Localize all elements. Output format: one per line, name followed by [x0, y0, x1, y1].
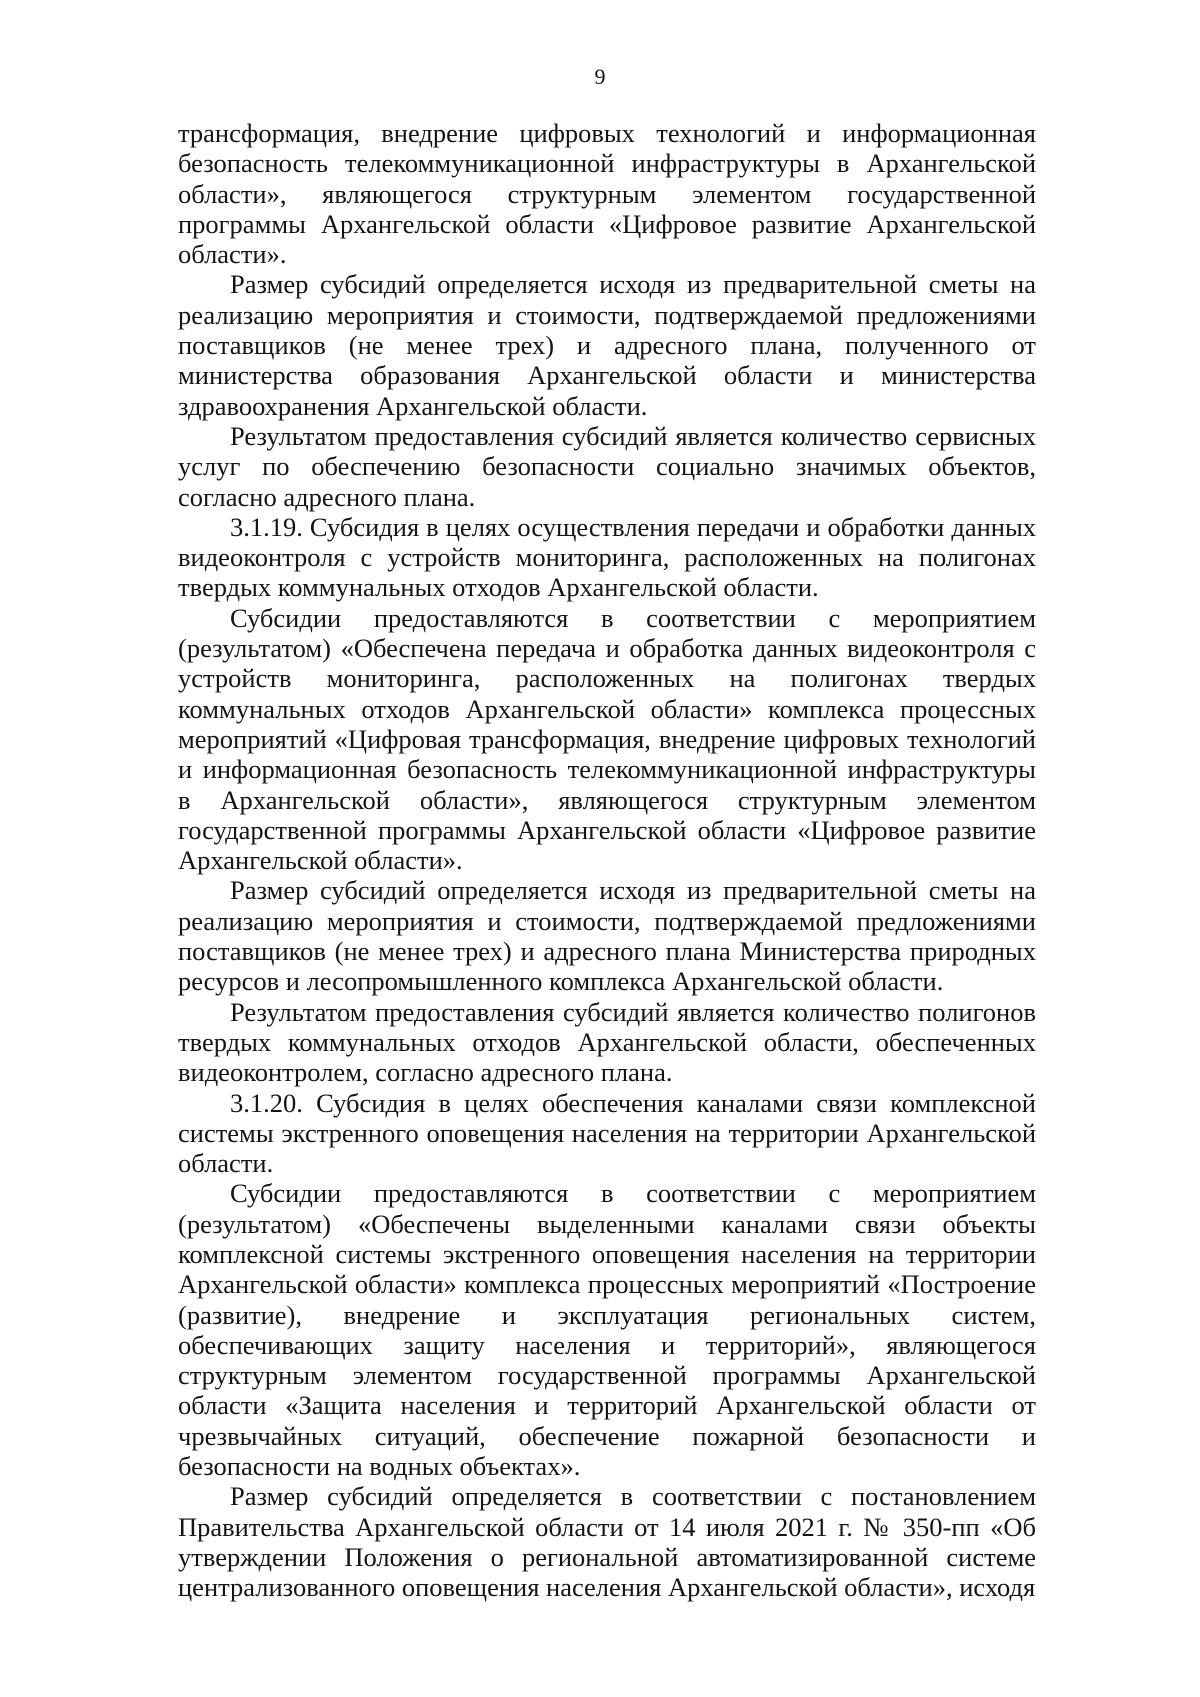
paragraph: Результатом предоставления субсидий является количество полигонов твердых коммунальных отходов Архангельской области, обеспеченных видеоконтролем, согласно адресного плана.: [178, 996, 1036, 1088]
paragraph: Субсидии предоставляются в соответствии с мероприятием (результатом) «Обеспечена передача и обработка данных видеоконтроля с устройств мониторинга, расположенных на полигонах твердых коммунальных отходов Архангельской области» комплекса процессных мероприятий «Цифровая трансформация, внедрение цифровых технологий и информационная безопасность телекоммуникационной инфраструктуры в Архангельской области», являющегося структурным элементом государственной программы Архангельской области «Цифровое развитие Архангельской области».: [178, 602, 1036, 876]
paragraph: Размер субсидий определяется исходя из предварительной сметы на реализацию мероприятия и стоимости, подтверждаемой предложениями поставщиков (не менее трех) и адресного плана, полученного от министерства образования Архангельской области и министерства здравоохранения Архангельской области.: [178, 269, 1036, 421]
paragraph: Субсидии предоставляются в соответствии с мероприятием (результатом) «Обеспечены выделенными каналами связи объекты комплексной системы экстренного оповещения населения на территории Архангельской области» комплекса процессных мероприятий «Построение (развитие), внедрение и эксплуатация региональных систем, обеспечивающих защиту населения и территорий», являющегося структурным элементом государственной программы Архангельской области «Защита населения и территорий Архангельской области от чрезвычайных ситуаций, обеспечение пожарной безопасности и безопасности на водных объектах».: [178, 1178, 1036, 1482]
paragraph: Размер субсидий определяется исходя из предварительной сметы на реализацию мероприятия и стоимости, подтверждаемой предложениями поставщиков (не менее трех) и адресного плана Министерства природных ресурсов и лесопромышленного комплекса Архангельской области.: [178, 875, 1036, 997]
page-number: 9: [594, 64, 606, 89]
paragraph: Результатом предоставления субсидий является количество сервисных услуг по обеспечению безопасности социально значимых объектов, согласно адресного плана.: [178, 420, 1036, 512]
section-heading-3-1-19: 3.1.19. Субсидия в целях осуществления передачи и обработки данных видеоконтроля с устройств мониторинга, расположенных на полигонах твердых коммунальных отходов Архангельской области.: [178, 511, 1036, 603]
document-body: [178, 118, 1036, 1603]
paragraph: трансформация, внедрение цифровых технологий и информационная безопасность телекоммуникационной инфраструктуры в Архангельской области», являющегося структурным элементом государственной программы Архангельской области «Цифровое развитие Архангельской области».: [178, 118, 1036, 270]
section-heading-3-1-20: 3.1.20. Субсидия в целях обеспечения каналами связи комплексной системы экстренного оповещения населения на территории Архангельской области.: [178, 1087, 1036, 1179]
paragraph: Размер субсидий определяется в соответствии с постановлением Правительства Архангельской области от 14 июля 2021 г. № 350-пп «Об утверждении Положения о региональной автоматизированной системе централизованного оповещения населения Архангельской области», исходя: [178, 1481, 1036, 1603]
